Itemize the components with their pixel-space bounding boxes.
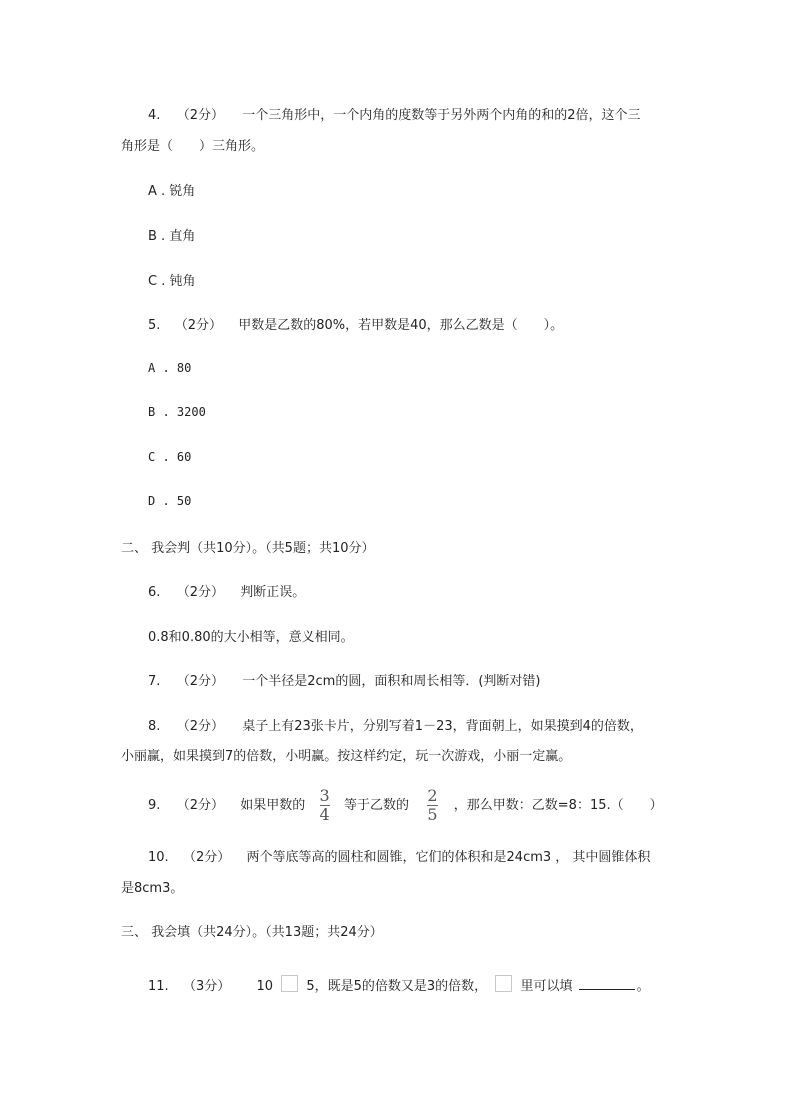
question-score: （3分）	[182, 979, 231, 994]
question-score: （2分）	[182, 850, 231, 865]
question-text: 桌子上有23张卡片，分别写着1－23，背面朝上，如果摸到4的倍数，	[242, 719, 643, 734]
answer-box-2[interactable]	[495, 975, 512, 992]
question-text-part: 等于乙数的	[344, 798, 410, 813]
question-text-part: 。	[636, 979, 650, 994]
question-score: （2分）	[176, 674, 224, 689]
question-text: 一个三角形中，一个内角的度数等于另外两个内角的和的2倍，这个三	[242, 108, 641, 123]
question-text-part: 里可以填	[520, 979, 573, 994]
question-score: （2分）	[176, 108, 224, 123]
q8-line2: 小丽赢，如果摸到7的倍数，小明赢。按这样约定，玩一次游戏，小丽一定赢。	[121, 749, 572, 764]
option-a[interactable]: A . 锐角	[148, 184, 196, 199]
q10-line1	[148, 846, 650, 865]
answer-box-1[interactable]	[281, 975, 298, 992]
question-score: （2分）	[174, 318, 222, 333]
q9-stem	[148, 786, 663, 826]
question-number: 8.	[148, 719, 161, 734]
question-text-part: 5，既是5的倍数又是3的倍数，	[306, 979, 488, 994]
option-d[interactable]: D . 50	[148, 494, 192, 508]
question-number: 11.	[148, 979, 169, 994]
question-text: 两个等底等高的圆柱和圆锥，它们的体积和是24cm3 ， 其中圆锥体积	[246, 850, 651, 865]
option-b[interactable]: B . 直角	[148, 229, 196, 244]
question-number: 7.	[148, 674, 161, 689]
section-title: 三、 我会填（共24分）。（共13题；共24分）	[121, 925, 383, 940]
answer-blank[interactable]	[579, 977, 635, 990]
question-text-part: 10	[256, 979, 274, 994]
question-score: （2分）	[176, 585, 224, 600]
q8-line1	[148, 715, 643, 734]
question-number: 5.	[148, 318, 161, 333]
question-text: 判断正误。	[240, 585, 306, 600]
q4-line2: 角形是（ ）三角形。	[121, 139, 265, 154]
option-c[interactable]: C . 钝角	[148, 274, 196, 289]
q11-stem	[148, 975, 650, 994]
fraction-three-quarters: $\frac{3}{4}$	[319, 786, 330, 824]
question-score: （2分）	[176, 798, 224, 813]
section-title: 二、 我会判（共10分）。（共5题；共10分）	[121, 541, 375, 556]
question-number: 10.	[148, 850, 169, 865]
question-text-part: 如果甲数的	[240, 798, 306, 813]
fraction-two-fifths: $\frac{2}{5}$	[427, 786, 438, 824]
option-b[interactable]: B . 3200	[148, 405, 206, 419]
question-number: 4.	[148, 108, 161, 123]
option-a[interactable]: A . 80	[148, 361, 192, 375]
q7-stem	[148, 670, 540, 689]
q6-stem	[148, 581, 305, 600]
question-text: 一个半径是2cm的圆，面积和周长相等．(判断对错)	[242, 674, 541, 689]
question-text-part: ，那么甲数：乙数=8：15.（ ）	[453, 798, 663, 813]
question-text: 甲数是乙数的80%，若甲数是40，那么乙数是（ ）。	[238, 318, 564, 333]
q5-stem	[148, 314, 563, 333]
question-number: 9.	[148, 798, 161, 813]
question-number: 6.	[148, 585, 161, 600]
q6-statement: 0.8和0.80的大小相等，意义相同。	[148, 630, 354, 645]
option-c[interactable]: C . 60	[148, 450, 192, 464]
q10-line2: 是8cm3。	[121, 881, 184, 896]
question-score: （2分）	[176, 719, 224, 734]
q4-line1	[148, 104, 641, 123]
